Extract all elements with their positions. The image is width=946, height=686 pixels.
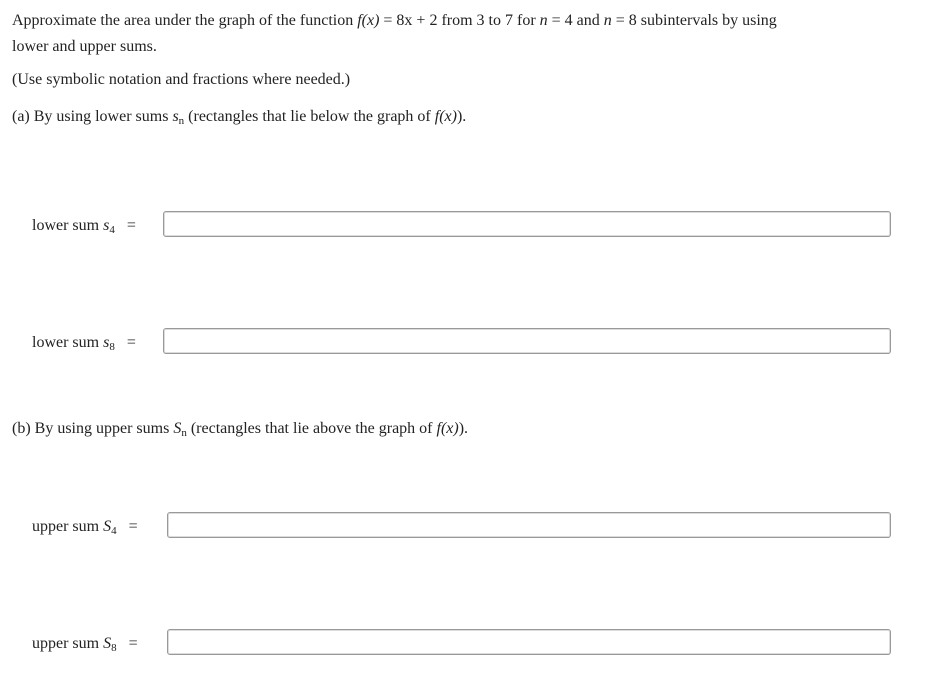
n-value-2: = 8 subintervals by using — [615, 12, 777, 29]
part-a-function: f(x) — [434, 108, 457, 125]
function-expression: = 8x + 2 — [383, 12, 438, 29]
part-b-symbol: $S_n$ — [173, 420, 187, 439]
part-b-end: ). — [458, 420, 469, 437]
function-name: f(x) — [357, 12, 380, 29]
upper-sum-8-label: upper sum $S_8$ = — [32, 634, 138, 654]
lower-sum-8-label: lower sum $s_8$ = — [32, 333, 136, 353]
notation-note: (Use symbolic notation and fractions where needed.) — [12, 71, 351, 88]
problem-statement — [12, 8, 912, 60]
part-b-prefix: (b) By using upper sums — [12, 420, 170, 437]
part-a-symbol: $s_n$ — [172, 108, 185, 127]
n-variable: n — [539, 12, 548, 29]
problem-line-2: lower and upper sums. — [12, 38, 157, 55]
part-b-suffix: (rectangles that lie above the graph of — [190, 420, 433, 437]
n-variable-2: n — [603, 12, 612, 29]
upper-sum-4-label: upper sum $S_4$ = — [32, 517, 138, 537]
part-a-end: ). — [456, 108, 467, 125]
part-b-heading — [12, 418, 468, 444]
problem-range: from 3 to 7 for — [441, 12, 536, 29]
part-a-heading — [12, 106, 466, 132]
lower-sum-8-input[interactable] — [163, 328, 891, 354]
lower-sum-4-label: lower sum $s_4$ = — [32, 216, 136, 236]
lower-sum-4-input[interactable] — [163, 211, 891, 237]
upper-sum-8-input[interactable] — [167, 629, 891, 655]
part-b-function: f(x) — [436, 420, 459, 437]
part-a-suffix: (rectangles that lie below the graph of — [188, 108, 431, 125]
problem-intro: Approximate the area under the graph of the function — [12, 12, 354, 29]
part-a-prefix: (a) By using lower sums — [12, 108, 169, 125]
upper-sum-4-input[interactable] — [167, 512, 891, 538]
n-value-1: = 4 and — [551, 12, 600, 29]
